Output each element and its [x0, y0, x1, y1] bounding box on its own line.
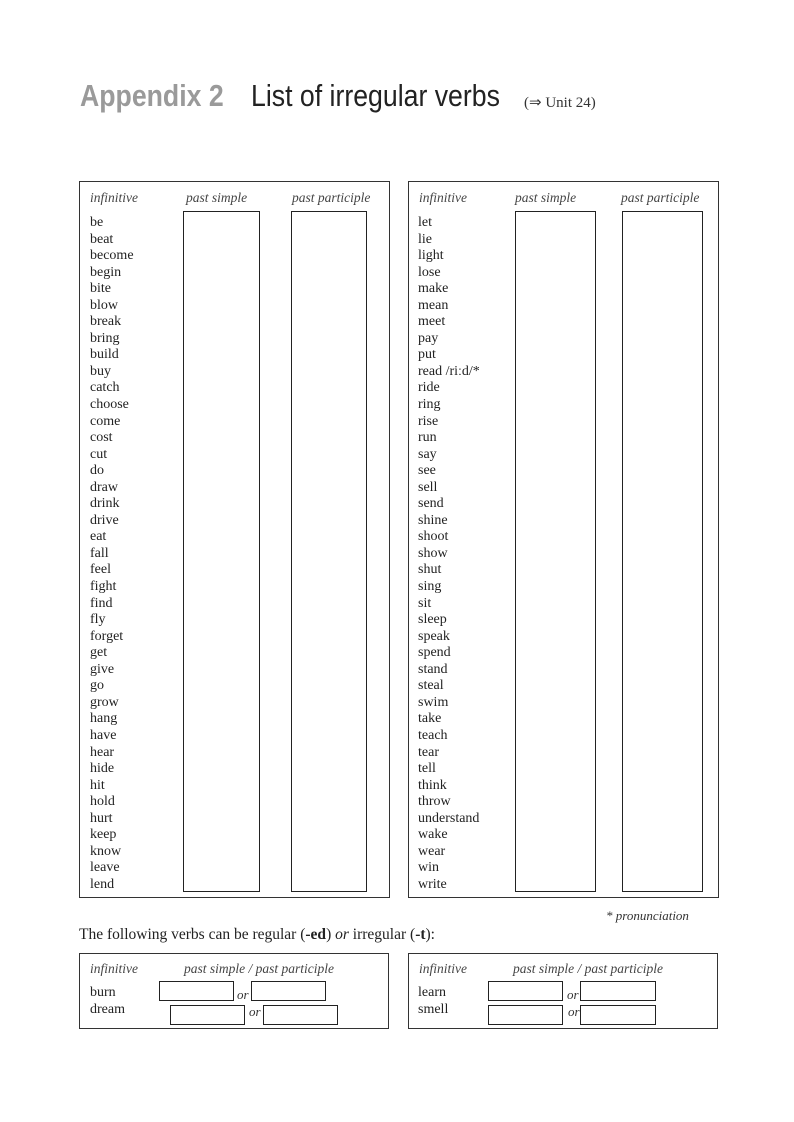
- past-simple-header: past simple: [186, 190, 248, 205]
- verb-item: shine: [418, 512, 448, 528]
- verb-item: bite: [90, 281, 111, 297]
- past-participle-header: past participle: [292, 190, 371, 205]
- verb-item: teach: [418, 727, 448, 743]
- verb-item: go: [90, 678, 104, 694]
- verb-item: meet: [418, 314, 446, 330]
- page-title: List of irregular verbs: [251, 78, 500, 113]
- verb-item: hear: [90, 744, 115, 760]
- infinitive-header: infinitive: [90, 190, 138, 205]
- verb-item: fight: [90, 579, 117, 595]
- verb-learn: learn: [418, 985, 446, 1000]
- or-label: or: [237, 987, 249, 1002]
- or-label: or: [567, 987, 579, 1002]
- verb-item: ring: [418, 397, 441, 413]
- verb-item: speak: [418, 628, 450, 644]
- verb-item: catch: [90, 380, 120, 396]
- verb-item: lend: [90, 876, 115, 892]
- verb-item: hide: [90, 761, 115, 777]
- page-heading: [80, 78, 596, 114]
- verb-item: sleep: [418, 612, 447, 628]
- regular-irregular-intro: The following verbs can be regular (-ed) or irregular (-t):: [79, 926, 435, 943]
- past-participle-header: past participle: [621, 190, 700, 205]
- past-participle-answer-column[interactable]: [622, 211, 703, 892]
- verb-item: shut: [418, 562, 442, 578]
- verb-item: fall: [90, 545, 109, 561]
- verb-item: read /riːd/*: [418, 363, 480, 379]
- dream-past-participle-box[interactable]: [263, 1005, 338, 1025]
- verb-item: spend: [418, 645, 451, 661]
- verb-item: stand: [418, 661, 448, 677]
- verb-item: rise: [418, 413, 439, 429]
- verb-item: blow: [90, 297, 118, 313]
- verb-item: do: [90, 463, 104, 479]
- verb-item: light: [418, 248, 444, 264]
- past-participle-answer-column[interactable]: [291, 211, 367, 892]
- verb-item: wake: [418, 827, 448, 843]
- verb-list: [418, 215, 480, 893]
- verb-item: lose: [418, 264, 441, 280]
- unit-reference: (⇒ Unit 24): [524, 95, 596, 111]
- verb-item: put: [418, 347, 436, 363]
- verb-item: hurt: [90, 810, 113, 826]
- pronunciation-note: * pronunciation: [606, 908, 689, 923]
- verb-item: win: [418, 860, 439, 876]
- past-simple-answer-column[interactable]: [183, 211, 260, 892]
- verb-item: come: [90, 413, 121, 429]
- verb-item: lie: [418, 231, 432, 247]
- verb-item: run: [418, 430, 437, 446]
- learn-past-participle-box[interactable]: [580, 981, 656, 1001]
- verb-item: let: [418, 215, 432, 230]
- verb-item: give: [90, 661, 115, 677]
- left-verb-table: [79, 181, 390, 898]
- verb-item: understand: [418, 810, 480, 826]
- regular-irregular-table-right: [408, 953, 718, 1029]
- verb-item: tell: [418, 761, 436, 777]
- learn-past-simple-box[interactable]: [488, 981, 563, 1001]
- verb-item: know: [90, 843, 122, 859]
- verb-item: sell: [418, 479, 438, 495]
- verb-item: draw: [90, 479, 118, 495]
- verb-item: wear: [418, 843, 446, 859]
- verb-item: fly: [90, 612, 106, 628]
- verb-item: cut: [90, 446, 108, 462]
- verb-item: feel: [90, 562, 111, 578]
- verb-item: think: [418, 777, 447, 793]
- regular-irregular-table-left: [79, 953, 389, 1029]
- verb-item: have: [90, 727, 117, 743]
- verb-item: see: [418, 463, 436, 479]
- verb-item: hang: [90, 711, 118, 727]
- verb-item: break: [90, 314, 122, 330]
- verb-smell: smell: [418, 1002, 449, 1017]
- verb-item: beat: [90, 231, 114, 247]
- verb-item: throw: [418, 794, 451, 810]
- verb-item: take: [418, 711, 442, 727]
- dream-past-simple-box[interactable]: [170, 1005, 245, 1025]
- verb-item: pay: [418, 330, 439, 346]
- smell-past-simple-box[interactable]: [488, 1005, 563, 1025]
- verb-dream: dream: [90, 1002, 125, 1017]
- verb-item: be: [90, 215, 104, 230]
- burn-past-simple-box[interactable]: [159, 981, 234, 1001]
- verb-item: make: [418, 281, 449, 297]
- verb-item: choose: [90, 397, 129, 413]
- past-simple-answer-column[interactable]: [515, 211, 596, 892]
- verb-item: drive: [90, 512, 119, 528]
- verb-item: buy: [90, 363, 111, 379]
- past-forms-header: past simple / past participle: [184, 961, 334, 976]
- verb-item: swim: [418, 694, 449, 710]
- verb-item: get: [90, 645, 108, 661]
- verb-item: say: [418, 446, 437, 462]
- verb-item: leave: [90, 860, 120, 876]
- verb-item: grow: [90, 694, 119, 710]
- verb-item: shoot: [418, 529, 449, 545]
- right-verb-table: [408, 181, 719, 898]
- verb-item: eat: [90, 529, 107, 545]
- infinitive-header: infinitive: [90, 961, 138, 976]
- verb-item: forget: [90, 628, 124, 644]
- verb-item: hold: [90, 794, 115, 810]
- verb-item: begin: [90, 264, 122, 280]
- past-simple-header: past simple: [515, 190, 577, 205]
- appendix-label: Appendix 2: [80, 78, 224, 113]
- or-label: or: [568, 1004, 580, 1019]
- verb-item: write: [418, 876, 447, 892]
- or-label: or: [249, 1004, 261, 1019]
- verb-item: show: [418, 545, 448, 561]
- verb-item: tear: [418, 744, 439, 760]
- verb-item: steal: [418, 678, 444, 694]
- verb-item: find: [90, 595, 113, 611]
- verb-item: mean: [418, 297, 449, 313]
- verb-item: drink: [90, 496, 120, 512]
- verb-item: become: [90, 248, 134, 264]
- verb-item: keep: [90, 827, 117, 843]
- burn-past-participle-box[interactable]: [251, 981, 326, 1001]
- verb-item: ride: [418, 380, 440, 396]
- verb-item: sing: [418, 579, 442, 595]
- verb-item: cost: [90, 430, 113, 446]
- verb-item: bring: [90, 330, 120, 346]
- infinitive-header: infinitive: [419, 190, 467, 205]
- verb-list: [90, 215, 134, 893]
- past-forms-header: past simple / past participle: [513, 961, 663, 976]
- verb-item: send: [418, 496, 444, 512]
- infinitive-header: infinitive: [419, 961, 467, 976]
- verb-item: hit: [90, 777, 105, 793]
- smell-past-participle-box[interactable]: [580, 1005, 656, 1025]
- verb-item: build: [90, 347, 119, 363]
- verb-item: sit: [418, 595, 432, 611]
- verb-burn: burn: [90, 985, 116, 1000]
